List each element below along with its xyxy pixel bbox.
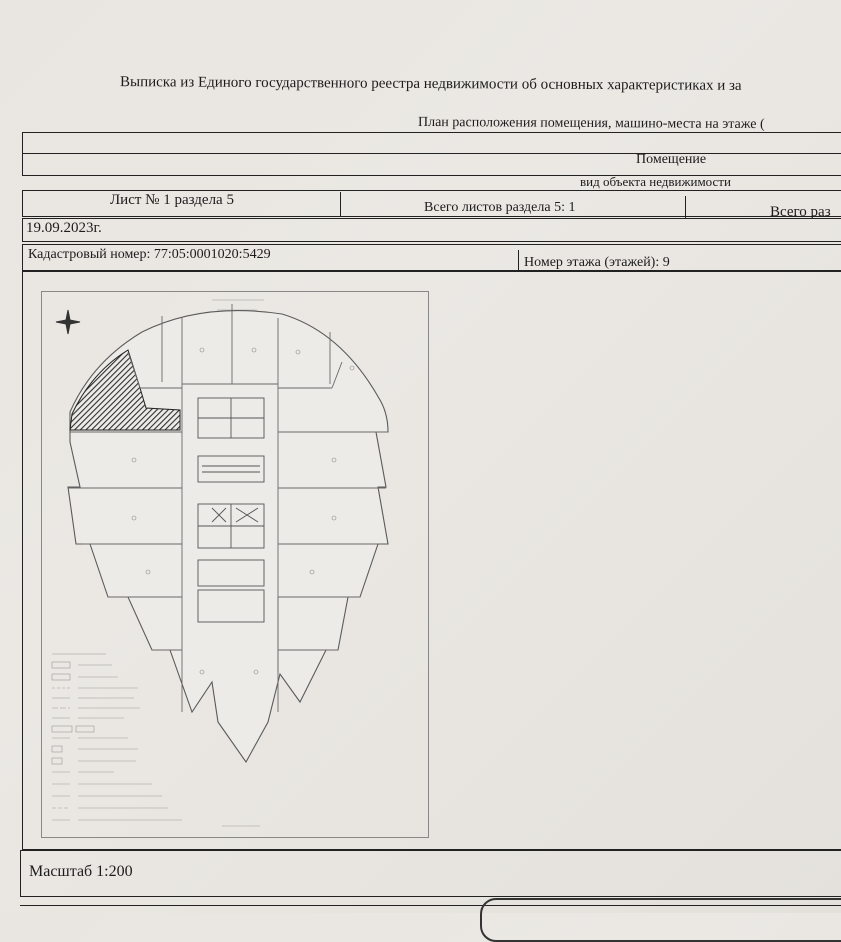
compass-rose-icon [56, 310, 80, 334]
scale-row [20, 850, 841, 897]
floor-plan-frame [41, 291, 429, 838]
object-type-caption: вид объекта недвижимости [580, 174, 731, 189]
cadastral-number: Кадастровый номер: 77:05:0001020:5429 [28, 247, 271, 262]
sheet-label: Лист № 1 раздела 5 [110, 192, 234, 208]
document-subheading: План расположения помещения, машино-места на этаже ( [417, 114, 765, 133]
object-type-divider [22, 153, 841, 154]
date-row [22, 218, 841, 242]
sheet-info-divider-1 [340, 192, 341, 216]
scale-label: Масштаб 1:200 [29, 863, 133, 880]
object-type: Помещение [636, 152, 707, 167]
object-type-frame [22, 132, 841, 176]
certificate-stamp [480, 898, 841, 942]
floor-number: Номер этажа (этажей): 9 [524, 255, 670, 270]
document-heading: Выписка из Единого государственного реестра недвижимости об основных характеристиках и за [119, 74, 742, 94]
floor-plan-area [22, 270, 841, 850]
extract-date: 19.09.2023г. [26, 220, 102, 236]
sheets-in-section: Всего листов раздела 5: 1 [424, 200, 576, 215]
sheet-info-divider-2 [685, 196, 686, 218]
floor-plan-drawing [42, 292, 428, 837]
sheets-total: Всего раз [770, 204, 831, 220]
cadastral-divider [518, 250, 519, 272]
